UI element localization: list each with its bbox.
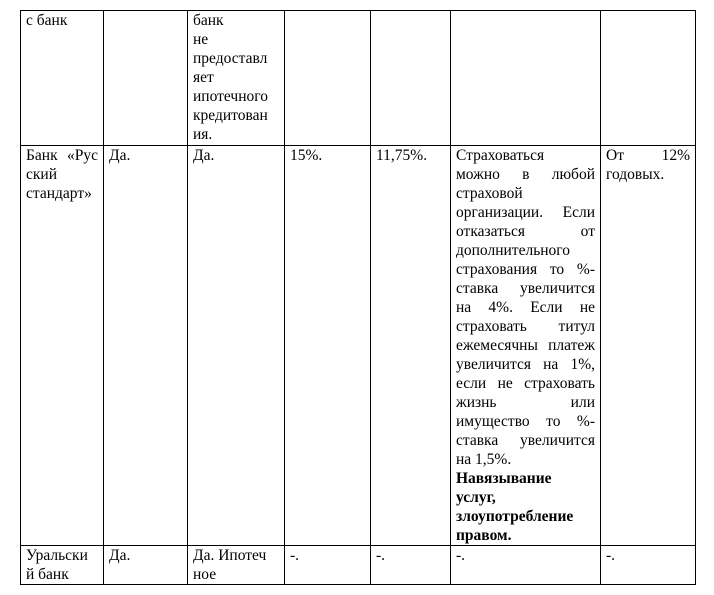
bank-name-cell (21, 146, 104, 546)
cell-text-line: страховой (456, 185, 523, 202)
cell-text-line: увеличится на 1%, (456, 356, 595, 373)
cell-text-line: не (193, 31, 209, 48)
table-cell (104, 146, 188, 546)
cell-text: -. (606, 547, 616, 564)
table-cell (601, 146, 696, 546)
cell-text-line: ский (26, 166, 57, 183)
cell-bold-line: правом. (456, 527, 512, 544)
cell-text-line: ставка увеличится (456, 432, 595, 449)
cell-text: -. (290, 547, 300, 564)
table-cell (188, 11, 285, 146)
table-cell (188, 146, 285, 546)
cell-text-line: на 4%. Если не (456, 299, 595, 316)
table-cell (285, 11, 371, 146)
cell-text: Да. (109, 147, 131, 164)
bank-name-cell (21, 11, 104, 146)
table-cell (104, 546, 188, 585)
table-cell (371, 11, 451, 146)
cell-text-line: страхования то %- (456, 261, 595, 278)
table-cell (451, 11, 601, 146)
cell-text: Да. (109, 547, 131, 564)
cell-text-line: ставка увеличится (456, 280, 595, 297)
cell-text-line: если не страховать (456, 375, 595, 392)
cell-text-line: жизнь или (456, 394, 595, 411)
table-cell (104, 11, 188, 146)
cell-text-line: яет (193, 69, 214, 86)
table-row (21, 146, 696, 546)
cell-text-line: ия. (193, 126, 213, 143)
table-row (21, 546, 696, 585)
cell-bold-line: злоупотребление (456, 508, 574, 525)
cell-text-line: й банк (26, 566, 69, 583)
cell-text-line: Да. Ипотеч (193, 547, 267, 564)
table-cell (285, 146, 371, 546)
cell-text-line: Уральски (26, 547, 88, 564)
table-cell (371, 146, 451, 546)
cell-text: -. (376, 547, 386, 564)
cell-text: 11,75%. (376, 147, 428, 164)
cell-text-line: ипотечного (193, 88, 268, 105)
cell-text-line: ежемесячны платеж (456, 337, 595, 354)
cell-text-line: организации. Если (456, 204, 595, 221)
cell-text-line: предоставл (193, 50, 268, 67)
cell-text-line: банк (193, 12, 224, 29)
cell-bold-line: Навязывание (456, 470, 552, 487)
table-row (21, 11, 696, 146)
cell-text: 15%. (290, 147, 323, 164)
cell-text: с банк (26, 12, 68, 29)
cell-text-line: годовых. (606, 166, 665, 183)
table-cell (601, 546, 696, 585)
cell-text-line: дополнительного (456, 242, 571, 259)
cell-text-line: можно в любой (456, 166, 595, 183)
cell-text: Да. (193, 147, 215, 164)
cell-text-line: на 1,5%. (456, 451, 512, 468)
cell-text-line: ное (193, 566, 217, 583)
cell-bold-line: услуг, (456, 489, 496, 506)
insurance-conditions-cell (451, 146, 601, 546)
cell-text-line: Банк «Рус (26, 147, 98, 164)
cell-text-line: стандарт» (26, 185, 92, 202)
table-cell (285, 546, 371, 585)
table-cell (371, 546, 451, 585)
table-cell (188, 546, 285, 585)
bank-mortgage-table (20, 10, 696, 585)
cell-text-line: отказаться от (456, 223, 595, 240)
cell-text: -. (456, 547, 466, 564)
cell-text-line: имущество то %- (456, 413, 595, 430)
cell-text-line: От 12% (606, 147, 690, 164)
cell-text-line: кредитован (193, 107, 268, 124)
cell-text-line: страховать титул (456, 318, 595, 335)
table-cell (451, 546, 601, 585)
bank-name-cell (21, 546, 104, 585)
table-cell (601, 11, 696, 146)
cell-text-line: Страховаться (456, 147, 545, 164)
